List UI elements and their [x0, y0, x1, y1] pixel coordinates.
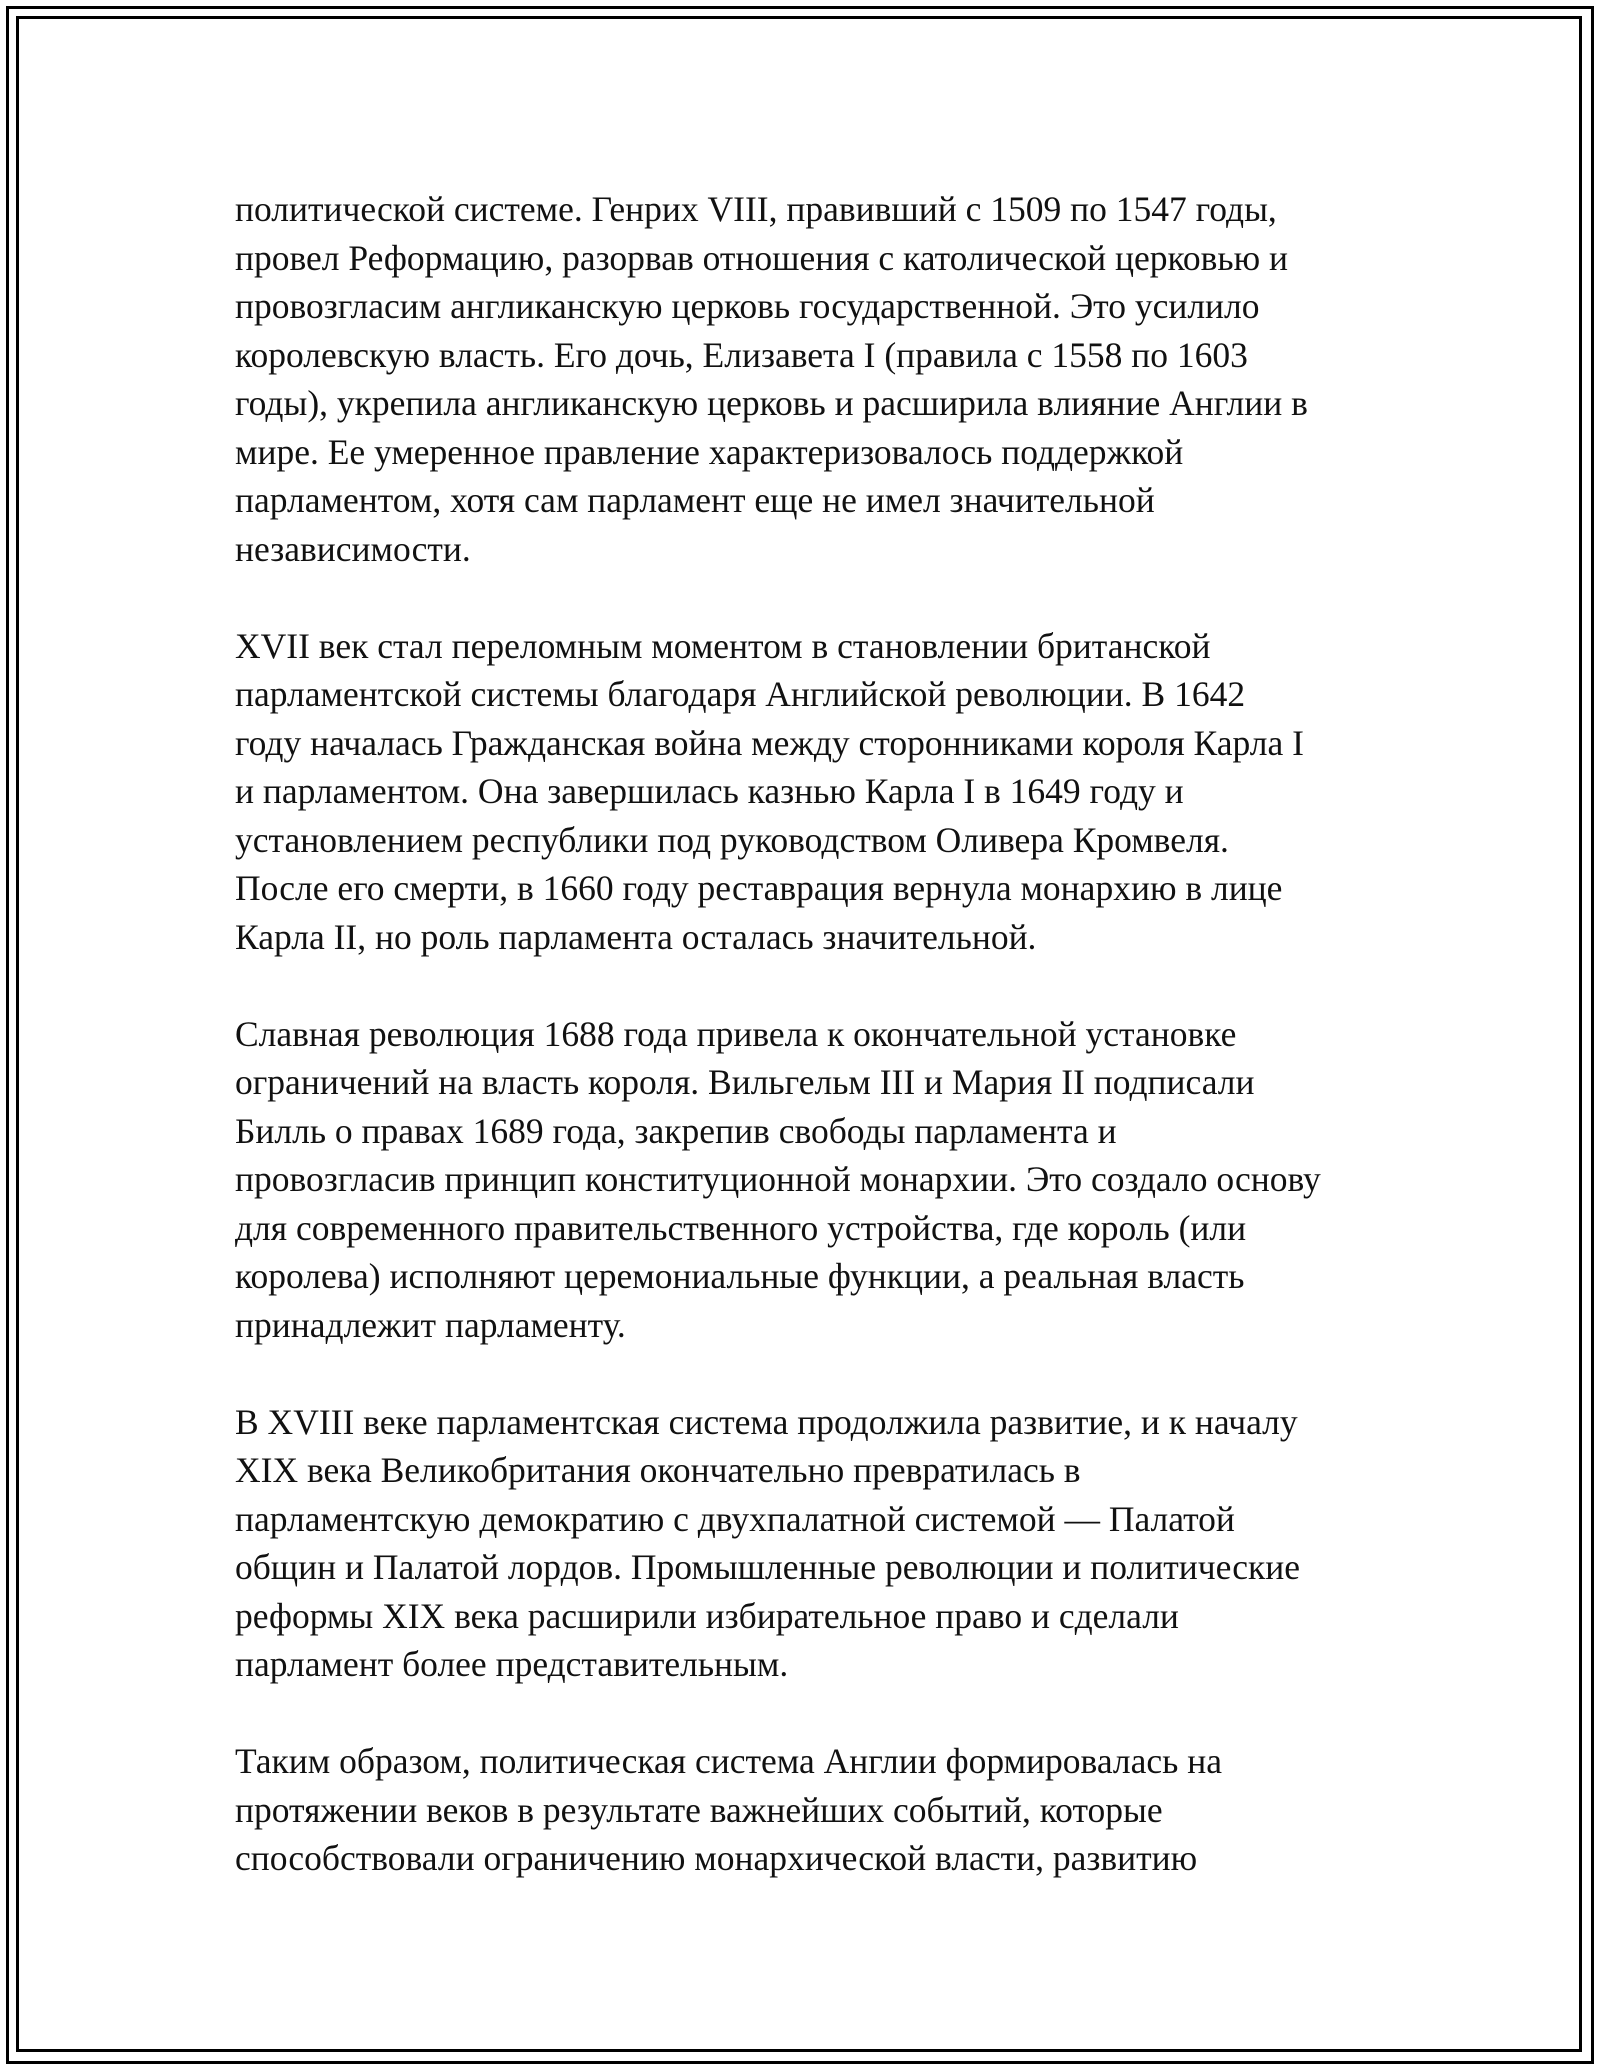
- text-line: политической системе. Генрих VIII, правивший с 1509 по 1547 годы,: [235, 189, 1277, 229]
- paragraph-3: [235, 1010, 1385, 1350]
- text-line: В XVIII веке парламентская система продолжила развитие, и к началу: [235, 1401, 1298, 1442]
- text-line: После его смерти, в 1660 году реставрация вернула монархию в лице: [235, 868, 1283, 908]
- text-line: году началась Гражданская война между сторонниками короля Карла I: [235, 722, 1304, 763]
- text-line: и парламентом. Она завершилась казнью Карла I в 1649 году и: [235, 771, 1184, 811]
- text-line: XVII век стал переломным моментом в становлении британской: [235, 625, 1211, 666]
- text-line: провозгласив принцип конституционной монархии. Это создало основу: [235, 1159, 1321, 1199]
- document-body: [235, 185, 1385, 1883]
- text-line: реформы XIX века расширили избирательное право и сделали: [235, 1595, 1179, 1636]
- text-line: ограничений на власть короля. Вильгельм III и Мария II подписали: [235, 1062, 1255, 1102]
- text-line: Карла II, но роль парламента осталась значительной.: [235, 916, 1037, 957]
- text-line: парламент более представительным.: [235, 1644, 789, 1684]
- text-line: протяжении веков в результате важнейших событий, которые: [235, 1789, 1163, 1830]
- text-line: независимости.: [235, 528, 471, 569]
- paragraph-4: [235, 1398, 1385, 1689]
- paragraph-2: [235, 622, 1385, 962]
- text-line: Таким образом, политическая система Англии формировалась на: [235, 1741, 1222, 1781]
- text-line: провозгласим англиканскую церковь государственной. Это усилило: [235, 286, 1260, 326]
- paragraph-5: [235, 1737, 1385, 1883]
- text-line: годы), укрепила англиканскую церковь и расширила влияние Англии в: [235, 383, 1308, 423]
- paragraph-1: [235, 185, 1385, 573]
- text-line: королевскую власть. Его дочь, Елизавета I (правила с 1558 по 1603: [235, 334, 1248, 375]
- text-line: общин и Палатой лордов. Промышленные революции и политические: [235, 1547, 1300, 1587]
- text-line: для современного правительственного устройства, где король (или: [235, 1207, 1247, 1248]
- text-line: установлением республики под руководством Оливера Кромвеля.: [235, 819, 1229, 860]
- text-line: Билль о правах 1689 года, закрепив свободы парламента и: [235, 1110, 1117, 1151]
- text-line: парламентской системы благодаря Английской революции. В 1642: [235, 674, 1246, 714]
- text-line: парламентом, хотя сам парламент еще не имел значительной: [235, 480, 1155, 520]
- text-line: королева) исполняют церемониальные функции, а реальная власть: [235, 1256, 1245, 1296]
- text-line: способствовали ограничению монархической власти, развитию: [235, 1838, 1198, 1878]
- text-line: провел Реформацию, разорвав отношения с католической церковью и: [235, 237, 1289, 278]
- text-line: парламентскую демократию с двухпалатной системой — Палатой: [235, 1498, 1235, 1539]
- text-line: мире. Ее умеренное правление характеризовалось поддержкой: [235, 431, 1184, 472]
- paragraph-spacer: [235, 573, 1385, 622]
- text-line: принадлежит парламенту.: [235, 1304, 626, 1345]
- text-line: Славная революция 1688 года привела к окончательной установке: [235, 1013, 1237, 1054]
- paragraph-spacer: [235, 961, 1385, 1010]
- paragraph-spacer: [235, 1349, 1385, 1398]
- text-line: XIX века Великобритания окончательно превратилась в: [235, 1450, 1081, 1490]
- paragraph-spacer: [235, 1689, 1385, 1738]
